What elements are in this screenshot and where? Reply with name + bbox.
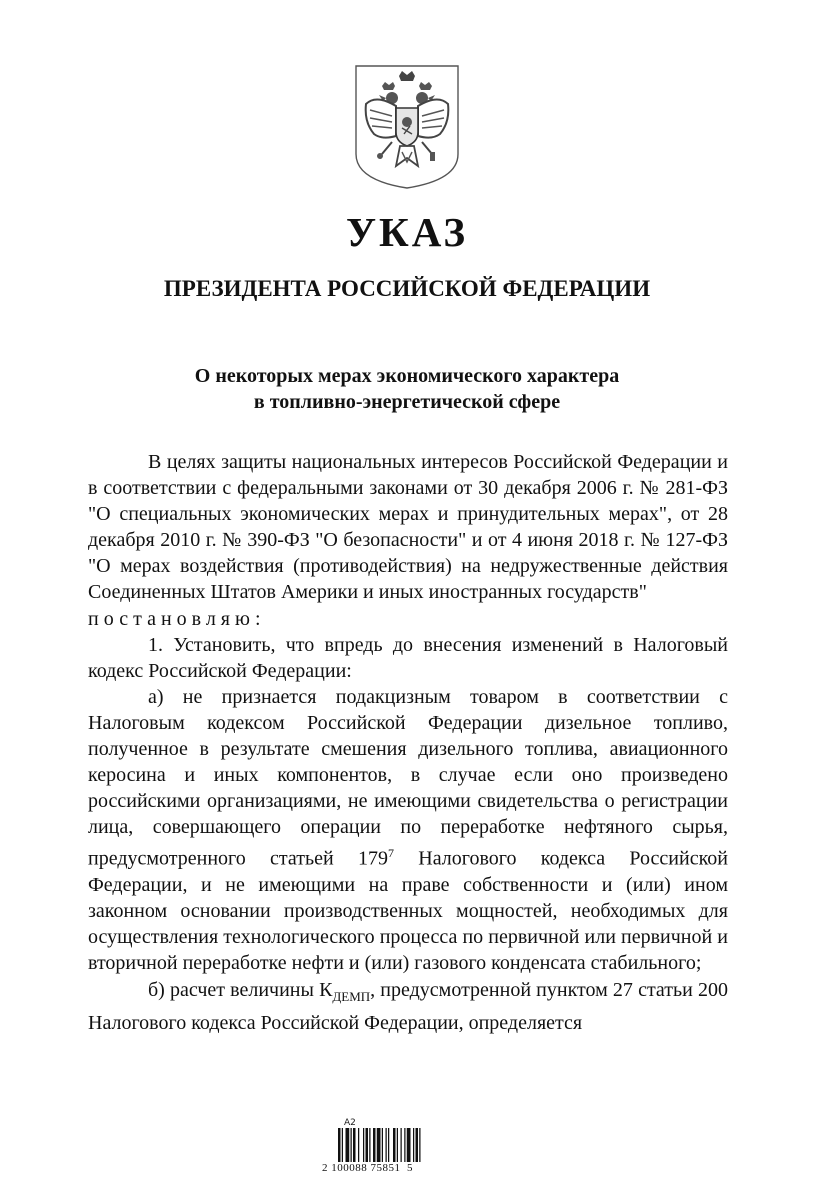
barcode-bar xyxy=(407,1128,411,1162)
barcode xyxy=(322,1118,492,1176)
barcode-bar xyxy=(397,1128,398,1162)
item-b-paragraph xyxy=(88,977,728,1036)
barcode-bar xyxy=(404,1128,405,1162)
barcode-bar xyxy=(369,1128,370,1162)
barcode-bar xyxy=(358,1128,359,1162)
barcode-bar xyxy=(393,1128,396,1162)
resolves-line: постановляю: xyxy=(88,607,266,630)
barcode-bar xyxy=(363,1128,364,1162)
decree-body xyxy=(88,449,728,1036)
barcode-bar xyxy=(388,1128,389,1162)
item-a-text-2: Налогового кодекса Российской Федерации, и не имеющими на праве собственности и (или) ином законном основании производственных мощностей, необходимых для осуществления технологического процесса по первичной или первичной и вторичной переработке нефти и (или) газового конденсата стабильного; xyxy=(88,848,728,975)
barcode-bars-icon xyxy=(338,1128,448,1164)
barcode-bar xyxy=(416,1128,419,1162)
barcode-bar xyxy=(419,1128,420,1162)
barcode-bar xyxy=(346,1128,350,1162)
coat-of-arms-icon xyxy=(352,62,462,190)
item-1-paragraph: 1. Установить, что впредь до внесения изменений в Налоговый кодекс Российской Федерации: xyxy=(88,633,728,682)
decree-title: УКАЗ xyxy=(345,209,469,255)
barcode-bar xyxy=(382,1128,383,1162)
barcode-bar xyxy=(342,1128,343,1162)
barcode-bar xyxy=(401,1128,402,1162)
item-b-text-1: б) расчет величины К xyxy=(148,978,333,1001)
item-a-paragraph xyxy=(88,684,728,977)
decree-subtitle: ПРЕЗИДЕНТА РОССИЙСКОЙ ФЕДЕРАЦИИ xyxy=(163,276,651,301)
heading-line-1: О некоторых мерах экономического характера xyxy=(194,365,620,387)
item-a-superscript: 7 xyxy=(387,846,394,861)
item-b-subscript: ДЕМП xyxy=(332,988,371,1004)
preamble-paragraph: В целях защиты национальных интересов Российской Федерации и в соответствии с федеральными законами от 30 декабря 2006 г. № 281-ФЗ "О специальных экономических мерах и принудительных мерах", от 28 декабря 2010 г. № 390-ФЗ "О безопасности" и от 4 июня 2018 г. № 127-ФЗ "О мерах воздействия (противодействия) на недружественные действия Соединенных Штатов Америки и иных иностранных государств" xyxy=(88,451,728,604)
barcode-bar xyxy=(351,1128,352,1162)
barcode-bar xyxy=(353,1128,356,1162)
item-a-text-1: а) не признается подакцизным товаром в соответствии с Налоговым кодексом Российской Федерации дизельное топливо, полученное в результате смешения дизельного топлива, авиационного керосина и иных компонентов, в случае если оно произведено российскими организациями, не имеющими свидетельства о регистрации лица, совершающего операции по переработке нефтяного сырья, предусмотренного статьей 179 xyxy=(88,685,728,871)
barcode-bar xyxy=(413,1128,414,1162)
barcode-digits: 2 100088 75851 5 xyxy=(322,1162,413,1174)
barcode-bar xyxy=(386,1128,387,1162)
barcode-bar xyxy=(366,1128,369,1162)
item-b-text-2: , предусмотренной пунктом 27 статьи 200 Налогового кодекса Российской Федерации, определяется xyxy=(88,978,728,1034)
barcode-mark: A2 xyxy=(344,1118,356,1128)
heading-line-2: в топливно-энергетической сфере xyxy=(253,391,561,413)
barcode-bar xyxy=(373,1128,376,1162)
decree-heading xyxy=(0,363,814,415)
barcode-bar xyxy=(338,1128,341,1162)
barcode-bar xyxy=(377,1128,381,1162)
